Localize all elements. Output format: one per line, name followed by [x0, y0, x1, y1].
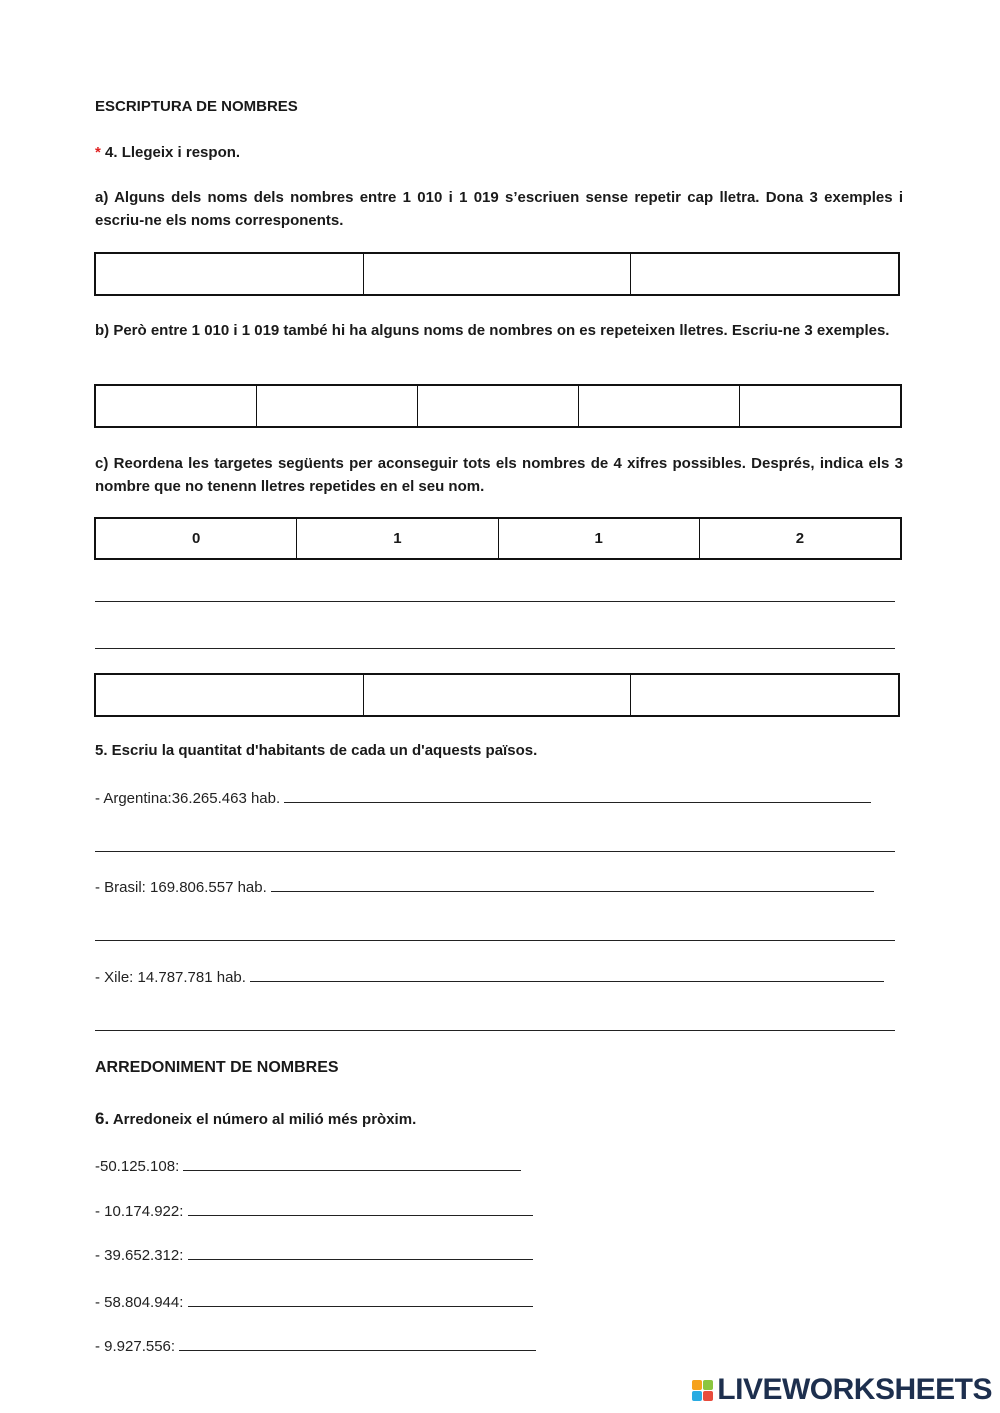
- answer-line[interactable]: [95, 601, 895, 602]
- rounding-item: [95, 1201, 533, 1220]
- answer-blank[interactable]: [188, 1201, 533, 1216]
- population-label: - Brasil: 169.806.557 hab.: [95, 879, 267, 896]
- population-item: [95, 877, 874, 896]
- rounding-label: - 39.652.312:: [95, 1247, 184, 1264]
- answer-cell[interactable]: [257, 386, 418, 426]
- rounding-label: - 9.927.556:: [95, 1338, 176, 1355]
- answer-cell[interactable]: [96, 386, 257, 426]
- population-item: [95, 967, 884, 986]
- question-4c-text: c) Reordena les targetes següents per aconseguir tots els nombres de 4 xifres possibles. Després, indica els 3 nombre que no tenenn lletres repetides en el seu nom.: [95, 455, 903, 495]
- population-label: - Argentina:36.265.463 hab.: [95, 790, 281, 807]
- question-4b-text: b) Però entre 1 010 i 1 019 també hi ha alguns noms de nombres on es repeteixen lletres. Escriu-ne 3 exemples.: [95, 322, 890, 339]
- question-4-heading: [95, 144, 240, 161]
- section-title-rounding: ARREDONIMENT DE NOMBRES: [95, 1059, 339, 1076]
- question-6-number: 6.: [95, 1109, 110, 1128]
- rounding-label: -50.125.108:: [95, 1158, 180, 1175]
- digit-card: 1: [297, 519, 498, 558]
- answer-blank[interactable]: [183, 1156, 521, 1171]
- answer-line[interactable]: [95, 1030, 895, 1031]
- answer-grid-4a: [94, 252, 900, 296]
- logo-mark-icon: [692, 1380, 713, 1401]
- answer-blank[interactable]: [250, 967, 884, 982]
- rounding-label: - 10.174.922:: [95, 1203, 184, 1220]
- rounding-item: [95, 1292, 533, 1311]
- answer-line[interactable]: [95, 851, 895, 852]
- answer-cell[interactable]: [631, 675, 898, 715]
- answer-cell[interactable]: [740, 386, 900, 426]
- answer-cell[interactable]: [364, 675, 632, 715]
- answer-grid-4b: [94, 384, 902, 428]
- answer-line[interactable]: [95, 648, 895, 649]
- question-4-title: 4. Llegeix i respon.: [105, 144, 241, 161]
- question-6-title: Arredoneix el número al milió més pròxim.: [112, 1111, 417, 1128]
- rounding-item: [95, 1245, 533, 1264]
- rounding-label: - 58.804.944:: [95, 1294, 184, 1311]
- question-5-title: 5. Escriu la quantitat d'habitants de cada un d'aquests països.: [95, 742, 538, 759]
- answer-line[interactable]: [95, 940, 895, 941]
- population-item: [95, 788, 871, 807]
- rounding-item: [95, 1156, 521, 1175]
- answer-blank[interactable]: [271, 877, 874, 892]
- section-title-writing: ESCRIPTURA DE NOMBRES: [95, 98, 298, 115]
- answer-grid-4c: [94, 673, 900, 717]
- answer-cell[interactable]: [96, 254, 364, 294]
- answer-cell[interactable]: [364, 254, 632, 294]
- answer-cell[interactable]: [579, 386, 740, 426]
- population-label: - Xile: 14.787.781 hab.: [95, 969, 246, 986]
- answer-blank[interactable]: [284, 788, 871, 803]
- digit-card: 1: [499, 519, 700, 558]
- liveworksheets-logo: [692, 1373, 992, 1407]
- answer-cell[interactable]: [418, 386, 579, 426]
- answer-blank[interactable]: [179, 1336, 536, 1351]
- answer-blank[interactable]: [188, 1292, 533, 1307]
- question-6-heading: [95, 1109, 416, 1129]
- answer-cell[interactable]: [631, 254, 898, 294]
- digit-card: 0: [96, 519, 297, 558]
- digit-card: 2: [795, 530, 805, 547]
- answer-cell[interactable]: [96, 675, 364, 715]
- rounding-item: [95, 1336, 536, 1355]
- logo-text: LIVEWORKSHEETS: [717, 1373, 992, 1406]
- question-4a-text: a) Alguns dels noms dels nombres entre 1 010 i 1 019 s’escriuen sense repetir cap lletra. Dona 3 exemples i escriu-ne els noms corresponents.: [95, 189, 903, 229]
- answer-blank[interactable]: [188, 1245, 533, 1260]
- digit-cards: [94, 517, 902, 560]
- required-star: *: [95, 144, 101, 161]
